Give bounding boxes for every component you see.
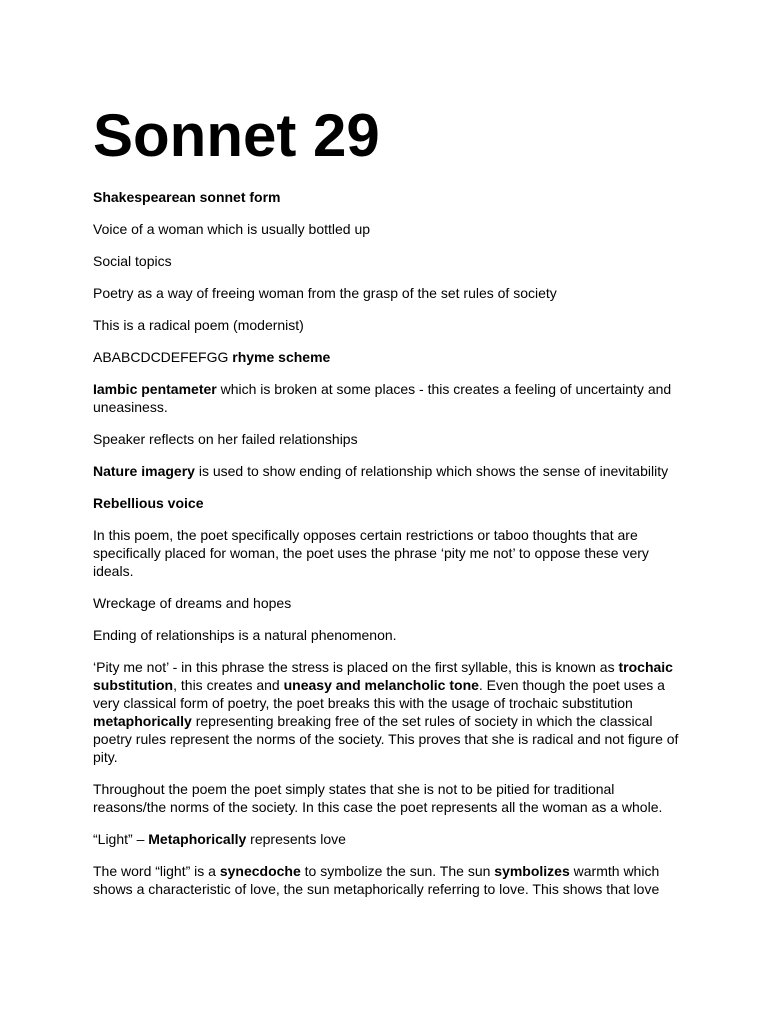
paragraph xyxy=(93,188,683,206)
paragraph xyxy=(93,348,683,366)
paragraph xyxy=(93,594,683,612)
text-run: Poetry as a way of freeing woman from the grasp of the set rules of society xyxy=(93,285,557,301)
paragraph xyxy=(93,626,683,644)
text-run: . Even though the poet uses a very classical form of poetry, the poet breaks this with the usage of trochaic substitution xyxy=(93,677,665,711)
text-run: Wreckage of dreams and hopes xyxy=(93,595,292,611)
bold-text: Metaphorically xyxy=(148,831,247,847)
paragraph xyxy=(93,252,683,270)
paragraph xyxy=(93,220,683,238)
text-run: Voice of a woman which is usually bottled up xyxy=(93,221,371,237)
bold-text: Rebellious voice xyxy=(93,495,204,511)
text-run: In this poem, the poet specifically opposes certain restrictions or taboo thoughts that are specifically placed for woman, the poet uses the phrase ‘pity me not’ to oppose these very ideals. xyxy=(93,527,649,579)
bold-text: Iambic pentameter xyxy=(93,381,217,397)
bold-text: symbolizes xyxy=(494,863,570,879)
document-body xyxy=(93,188,683,898)
text-run: This is a radical poem (modernist) xyxy=(93,317,304,333)
page-title: Sonnet 29 xyxy=(93,102,380,169)
paragraph xyxy=(93,862,683,898)
text-run: ‘Pity me not’ - in this phrase the stress is placed on the first syllable, this is known as xyxy=(93,659,619,675)
text-run: Throughout the poem the poet simply states that she is not to be pitied for traditional reasons/the norms of the society. In this case the poet represents all the woman as a whole. xyxy=(93,781,663,815)
document-page xyxy=(93,100,683,912)
paragraph xyxy=(93,494,683,512)
text-run: Ending of relationships is a natural phenomenon. xyxy=(93,627,397,643)
paragraph xyxy=(93,462,683,480)
text-run: warmth which shows a characteristic of love, the sun metaphorically referring to love. This shows that love xyxy=(93,863,660,897)
text-run: represents love xyxy=(246,831,346,847)
bold-text: Shakespearean sonnet form xyxy=(93,189,281,205)
paragraph xyxy=(93,526,683,580)
paragraph xyxy=(93,284,683,302)
text-run: which is broken at some places - this creates a feeling of uncertainty and uneasiness. xyxy=(93,381,672,415)
bold-text: rhyme scheme xyxy=(232,349,331,365)
text-run: , this creates and xyxy=(173,677,284,693)
paragraph xyxy=(93,316,683,334)
bold-text: trochaic substitution xyxy=(93,659,673,693)
text-run: “Light” – xyxy=(93,831,149,847)
bold-text: Nature imagery xyxy=(93,463,195,479)
paragraph xyxy=(93,380,683,416)
bold-text: metaphorically xyxy=(93,713,192,729)
paragraph xyxy=(93,780,683,816)
text-run: representing breaking free of the set rules of society in which the classical poetry rules represent the norms of the society. This proves that she is radical and not figure of pity. xyxy=(93,713,679,765)
paragraph xyxy=(93,830,683,848)
paragraph xyxy=(93,658,683,766)
paragraph xyxy=(93,430,683,448)
text-run: to symbolize the sun. The sun xyxy=(300,863,495,879)
text-run: The word “light” is a xyxy=(93,863,220,879)
text-run: is used to show ending of relationship which shows the sense of inevitability xyxy=(194,463,669,479)
bold-text: uneasy and melancholic tone xyxy=(283,677,479,693)
text-run: ABABCDCDEFEFGG xyxy=(93,349,233,365)
text-run: Social topics xyxy=(93,253,172,269)
text-run: Speaker reflects on her failed relationships xyxy=(93,431,358,447)
bold-text: synecdoche xyxy=(219,863,301,879)
